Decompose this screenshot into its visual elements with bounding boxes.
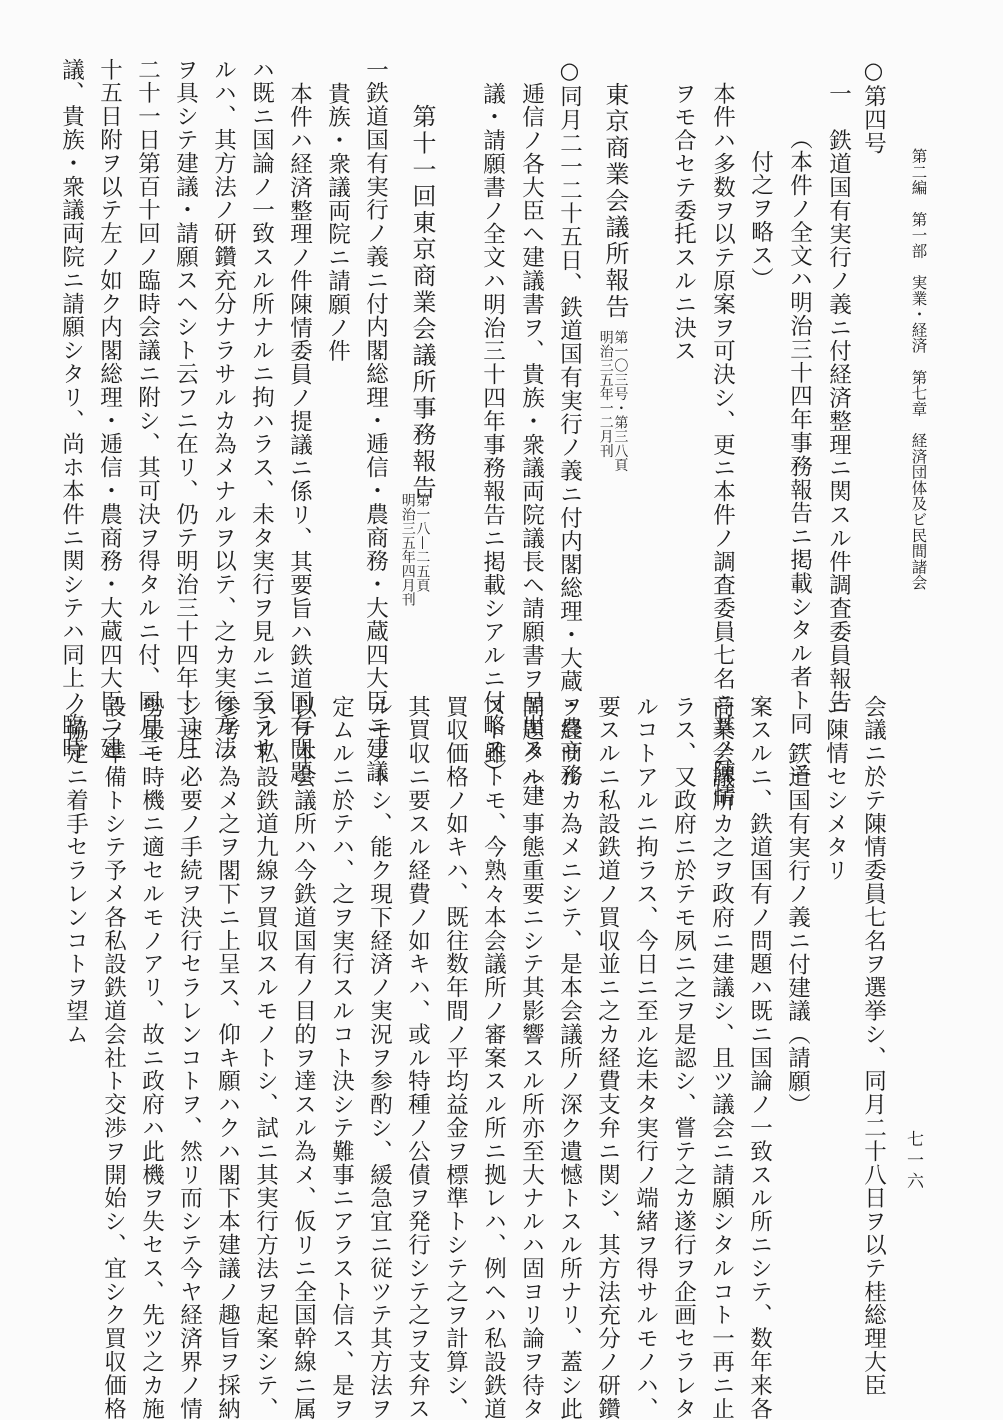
section-title-1: 東京商業会議所報告 <box>601 82 629 321</box>
petition-title: 鉄道国有実行ノ義ニ付建議（請願） <box>784 742 811 1117</box>
section2-line-5: ルハ、其方法ノ研鑽充分ナラサルカ為メナルヲ以テ、之カ実行方法 <box>210 58 237 760</box>
section1-line-2: 逓信ノ各大臣ヘ建議書ヲ、貴族・衆議両院議長ヘ請願書ヲ呈出ス（建 <box>518 82 545 808</box>
section2-line-2: 貴族・衆議両院ニ請願ノ件 <box>324 82 351 363</box>
lower-line-10: 問題タル、事態重要ニシテ其影響スル所亦至大ナルハ固ヨリ論ヲ待タ <box>518 695 545 1420</box>
lower-line-2: ニ陳情セシメタリ <box>822 695 849 883</box>
lower-line-1: 会議ニ於テ陳情委員七名ヲ選挙シ、同月二十八日ヲ以テ桂総理大臣 <box>860 695 887 1397</box>
lower-line-17: スル私設鉄道九線ヲ買収スルモノトシ、試ニ其実行方法ヲ起案シテ、 <box>252 695 279 1420</box>
section-ref-1-line-a: 第一〇三号・第三八頁 <box>612 330 629 472</box>
section2-line-1: 一鉄道国有実行ノ義ニ付内閣総理・逓信・農商務・大蔵四大臣ニ建議 <box>362 58 389 784</box>
section2-line-8: 十五日附ヲ以テ左ノ如ク内閣総理・逓信・農商務・大蔵四大臣ニ建 <box>96 58 123 760</box>
lower-line-11: スト雖トモ、今熟々本会議所ノ審案スル所ニ拠レハ、例ヘハ私設鉄道 <box>480 695 507 1420</box>
lower-line-15: 定ムルニ於テハ、之ヲ実行スルコト決シテ難事ニアラスト信ス、是ヲ <box>328 695 355 1420</box>
section1-line-1: ○同月二一二十五日、鉄道国有実行ノ義ニ付内閣総理・大蔵・農商務 <box>556 58 583 787</box>
note-line-2: 付之ヲ略ス） <box>747 150 774 291</box>
section-title-2: 第十一回東京商業会議所事務報告 <box>408 104 436 502</box>
section-ref-1 <box>598 330 627 472</box>
lower-line-8: 要スルニ私設鉄道ノ買収並ニ之カ経費支弁ニ関シ、其方法充分ノ研鑽 <box>594 695 621 1420</box>
lower-line-18: 参考ノ為メ之ヲ閣下ニ上呈ス、仰キ願ハクハ閣下本建議ノ趣旨ヲ採納 <box>214 695 241 1420</box>
lower-line-21: 設ノ準備トシテ予メ各私設鉄道会社ト交渉ヲ開始シ、宜シク買収価格 <box>100 695 127 1420</box>
resolution-line-1: 本件ハ多数ヲ以テ原案ヲ可決シ、更ニ本件ノ調査委員七名ニ其ノ陳情 <box>709 82 736 808</box>
section1-line-3: 議・請願書ノ全文ハ明治三十四年事務報告ニ掲載シアルニ付略ス） <box>479 82 506 784</box>
running-header: 第二編 第一部 実業・経済 第七章 経済団体及ビ民間諸会 <box>909 148 928 591</box>
lower-line-6: ラス、又政府ニ於テモ夙ニ之ヲ是認シ、嘗テ之カ遂行ヲ企画セラレタ <box>670 695 697 1420</box>
section-ref-1-line-b: 明治三五年一二月刊 <box>597 330 614 458</box>
report-title: 一 鉄道国有実行ノ義ニ付経済整理ニ関スル件調査委員報告 <box>825 82 852 714</box>
lower-line-5: 商業会議所カ之ヲ政府ニ建議シ、且ツ議会ニ請願シタルコト一再ニ止 <box>708 695 735 1420</box>
lower-line-16: 以テ本会議所ハ今鉄道国有ノ目的ヲ達スル為メ、仮リニ全国幹線ニ属 <box>290 695 317 1420</box>
lower-line-22: ノ協定ニ着手セラレンコトヲ望ム <box>62 695 89 1046</box>
lower-line-4: 案スルニ、鉄道国有ノ問題ハ既ニ国論ノ一致スル所ニシテ、数年来各 <box>746 695 773 1420</box>
section2-line-3: 本件ハ経済整理ノ件陳情委員ノ提議ニ係リ、其要旨ハ鉄道国有問題 <box>286 82 313 784</box>
lower-line-19: シ速ニ必要ノ手続ヲ決行セラレンコトヲ、然リ而シテ今ヤ経済界ノ情 <box>176 695 203 1420</box>
section-ref-2-line-a: 第一八—二五頁 <box>414 493 431 593</box>
note-line-1: （本件ノ全文ハ明治三十四年事務報告ニ掲載シタル者ト同一ニ <box>786 127 813 783</box>
page-number: 七一六 <box>903 1130 923 1193</box>
lower-line-14: ルモノトシ、能ク現下経済ノ実況ヲ参酌シ、緩急宜ニ従ツテ其方法ヲ <box>366 695 393 1420</box>
section2-line-9: 議、貴族・衆議両院ニ請願シタリ、尚ホ本件ニ関シテハ同上ノ臨時 <box>58 58 85 760</box>
lower-line-20: 勢最モ時機ニ適セルモノアリ、故ニ政府ハ此機ヲ失セス、先ツ之カ施 <box>138 695 165 1420</box>
item-number-label: ○第四号 <box>860 58 887 156</box>
section-ref-2-line-b: 明治三五年四月刊 <box>399 493 416 607</box>
lower-line-9: ヲ経サルカ為メニシテ、是本会議所ノ深ク遺憾トスル所ナリ、蓋シ此 <box>556 695 583 1420</box>
lower-line-7: ルコトアルニ拘ラス、今日ニ至ル迄未タ実行ノ端緒ヲ得サルモノハ、 <box>632 695 659 1420</box>
section2-line-6: ヲ具シテ建議・請願スヘシト云フニ在リ、仍テ明治三十四年十二月 <box>172 58 199 760</box>
lower-line-12: 買収価格ノ如キハ、既往数年間ノ平均益金ヲ標準トシテ之ヲ計算シ、 <box>442 695 469 1420</box>
lower-line-13: 其買収ニ要スル経費ノ如キハ、或ル特種ノ公債ヲ発行シテ之ヲ支弁ス <box>404 695 431 1420</box>
section-ref-2 <box>400 493 429 607</box>
section2-line-4: ハ既ニ国論ノ一致スル所ナルニ拘ハラス、未タ実行ヲ見ルニ至ラサ <box>248 58 275 760</box>
resolution-line-2: ヲモ合セテ委托スルニ決ス <box>670 82 697 363</box>
section2-line-7: 二十一日第百十回ノ臨時会議ニ附シ、其可決ヲ得タルニ付、同月二 <box>134 58 161 760</box>
